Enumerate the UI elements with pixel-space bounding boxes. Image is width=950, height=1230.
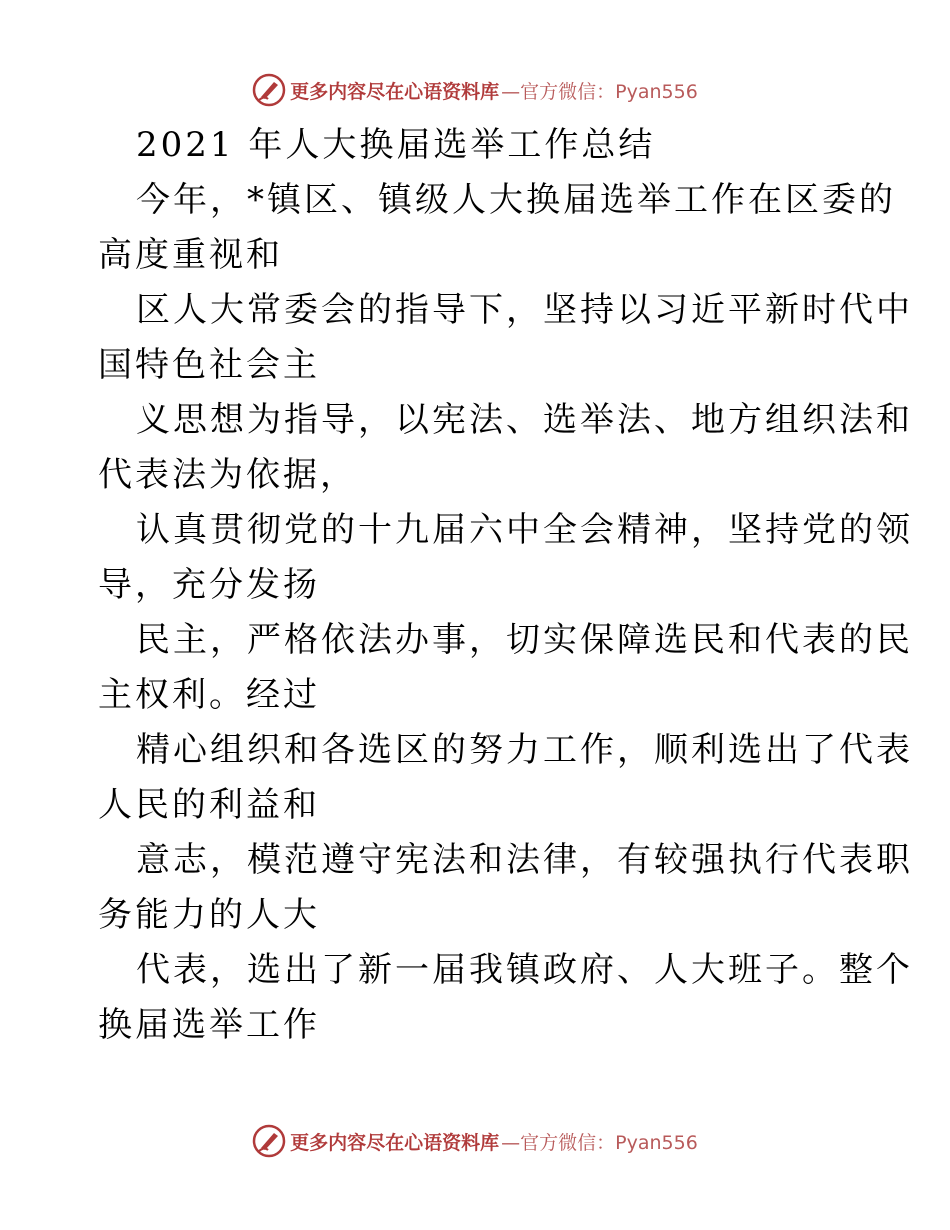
body-line: 代表，选出了新一届我镇政府、人大班子。整个	[136, 950, 913, 990]
watermark-red-text: 更多内容尽在心语资料库	[290, 1131, 500, 1154]
body-line: 今年，*镇区、镇级人大换届选举工作在区委的	[136, 180, 896, 220]
watermark-red-text: 更多内容尽在心语资料库	[290, 80, 500, 103]
watermark-contact-text: —官方微信：Pyan556	[501, 1131, 698, 1154]
body-line: 义思想为指导，以宪法、选举法、地方组织法和	[136, 400, 913, 440]
body-line: 高度重视和	[98, 235, 283, 275]
body-line: 精心组织和各选区的努力工作，顺利选出了代表	[136, 730, 913, 770]
body-line: 务能力的人大	[98, 895, 320, 935]
body-line: 主权利。经过	[98, 675, 320, 715]
body-line: 民主，严格依法办事，切实保障选民和代表的民	[136, 620, 913, 660]
header-watermark-banner	[0, 70, 950, 110]
body-line: 国特色社会主	[98, 345, 320, 385]
quill-logo-icon	[252, 73, 286, 107]
document-body	[98, 118, 913, 1053]
body-line: 导，充分发扬	[98, 565, 320, 605]
body-line: 人民的利益和	[98, 785, 320, 825]
body-line: 换届选举工作	[98, 1005, 320, 1045]
body-line: 代表法为依据，	[98, 455, 357, 495]
quill-logo-icon	[252, 1124, 286, 1158]
body-line: 认真贯彻党的十九届六中全会精神，坚持党的领	[136, 510, 913, 550]
footer-watermark-banner	[0, 1121, 950, 1161]
body-line: 区人大常委会的指导下，坚持以习近平新时代中	[136, 290, 913, 330]
watermark-contact-text: —官方微信：Pyan556	[501, 80, 698, 103]
body-line: 意志，模范遵守宪法和法律，有较强执行代表职	[136, 840, 913, 880]
document-title: 2021 年人大换届选举工作总结	[136, 125, 656, 165]
